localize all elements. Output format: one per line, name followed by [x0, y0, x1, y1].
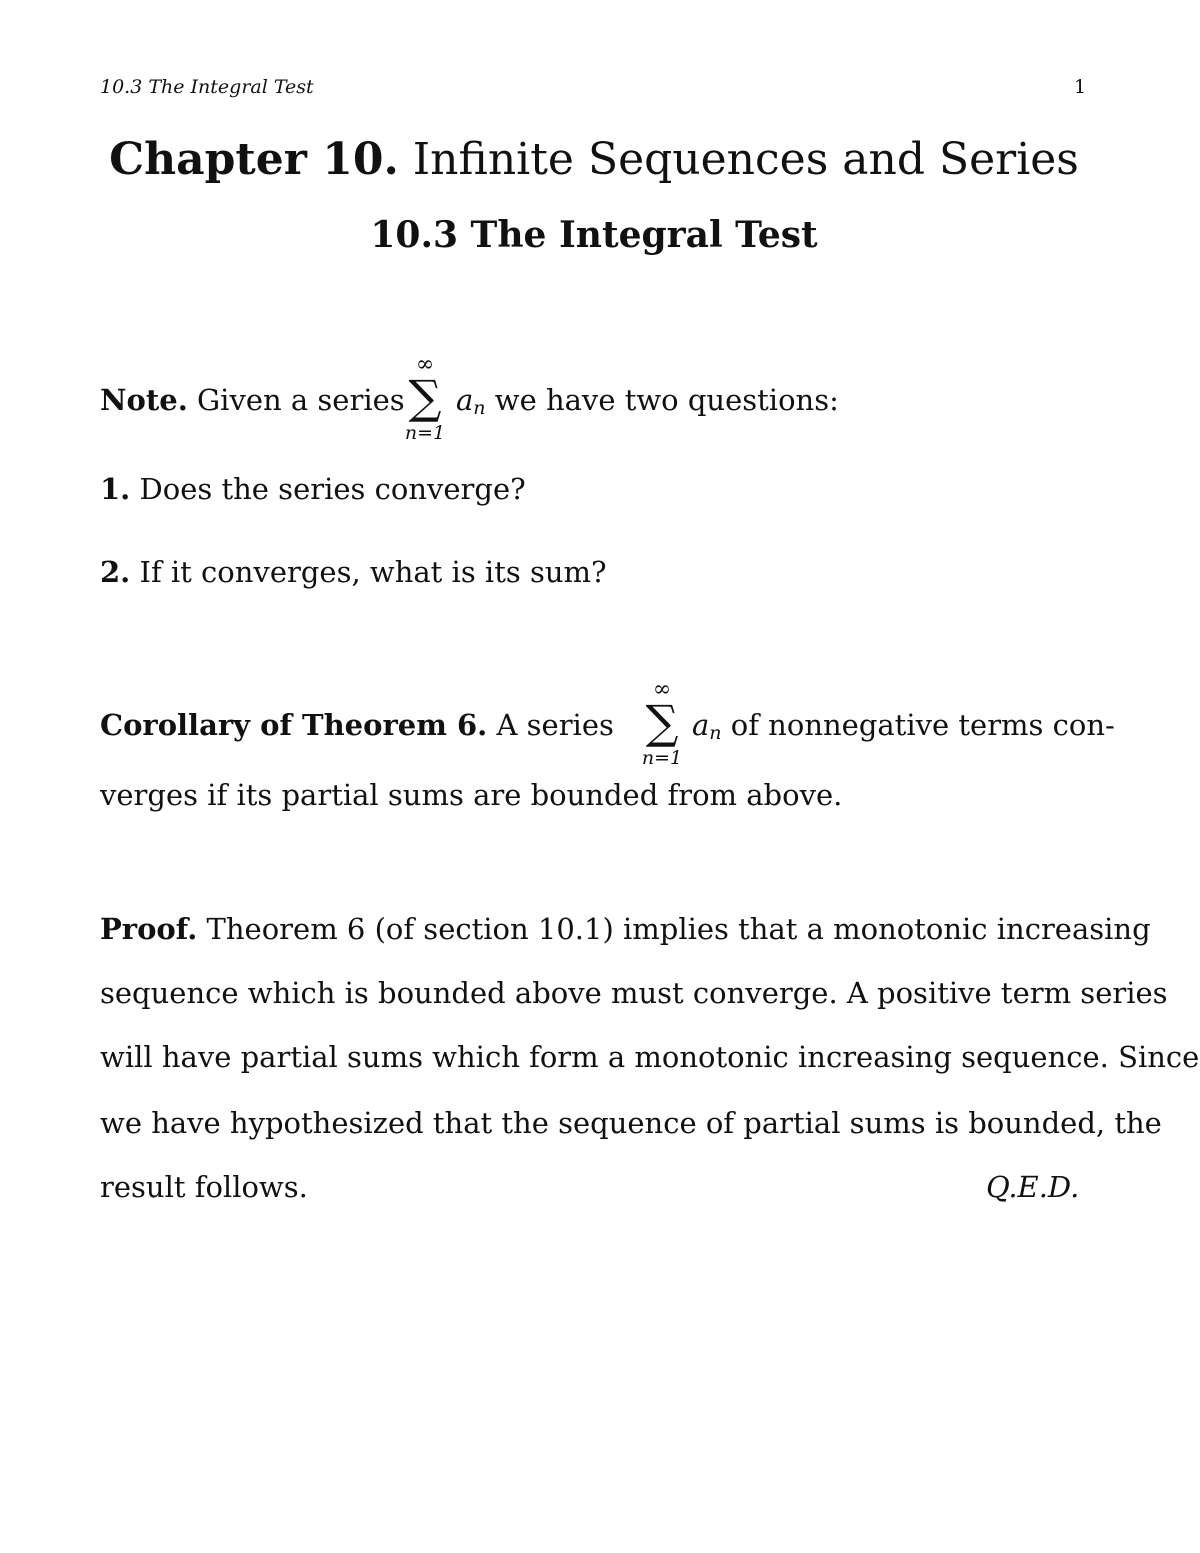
- question-2-text: If it converges, what is its sum?: [139, 555, 607, 589]
- qed-mark: Q.E.D.: [986, 1170, 1080, 1204]
- question-2: [100, 555, 607, 589]
- note-text-after-label: we have two questions:: [494, 383, 839, 417]
- note-text-before: Given a series: [197, 383, 405, 417]
- corollary-line-1: [100, 708, 614, 742]
- corollary-summation: [632, 677, 692, 777]
- corollary-label: Corollary of Theorem 6.: [100, 708, 488, 742]
- proof-line-5: result follows.: [100, 1170, 308, 1204]
- note-label: Note.: [100, 383, 188, 417]
- running-header: 10.3 The Integral Test: [100, 76, 314, 98]
- summation-upper-limit: ∞: [415, 352, 435, 377]
- proof-line-2: sequence which is bounded above must converge. A positive term series: [100, 976, 1168, 1010]
- corollary-text-after-label: of nonnegative terms con-: [730, 708, 1115, 742]
- page-number: 1: [1074, 76, 1087, 98]
- summation-lower-limit: n=1: [641, 747, 683, 769]
- proof-line-1-text: Theorem 6 (of section 10.1) implies that a monotonic increasing: [206, 912, 1151, 946]
- proof-label: Proof.: [100, 912, 198, 946]
- proof-line-4: we have hypothesized that the sequence of partial sums is bounded, the: [100, 1106, 1162, 1140]
- proof-line-3: will have partial sums which form a monotonic increasing sequence. Since: [100, 1040, 1200, 1074]
- note-paragraph: [100, 383, 405, 417]
- series-term: a: [692, 708, 710, 742]
- summation-symbol: ∑: [408, 370, 442, 424]
- section-title: 10.3 The Integral Test: [370, 214, 818, 256]
- note-text-after: [456, 383, 839, 419]
- summation-symbol: ∑: [645, 695, 679, 749]
- series-term-subscript: n: [709, 722, 722, 744]
- series-term: a: [456, 383, 474, 417]
- summation-upper-limit: ∞: [652, 677, 672, 702]
- proof-line-1: [100, 912, 1151, 946]
- question-1-text: Does the series converge?: [139, 472, 526, 506]
- note-summation: [395, 352, 455, 452]
- summation-lower-limit: n=1: [404, 422, 446, 444]
- question-1-number: 1.: [100, 472, 131, 506]
- corollary-line-2: verges if its partial sums are bounded from above.: [100, 778, 843, 812]
- corollary-text-before: A series: [496, 708, 614, 742]
- chapter-label: Chapter 10.: [109, 134, 399, 185]
- chapter-name: Infinite Sequences and Series: [412, 134, 1079, 185]
- chapter-title: [0, 134, 1188, 185]
- question-2-number: 2.: [100, 555, 131, 589]
- question-1: [100, 472, 526, 506]
- series-term-subscript: n: [473, 397, 486, 419]
- corollary-text-after: [692, 708, 1115, 744]
